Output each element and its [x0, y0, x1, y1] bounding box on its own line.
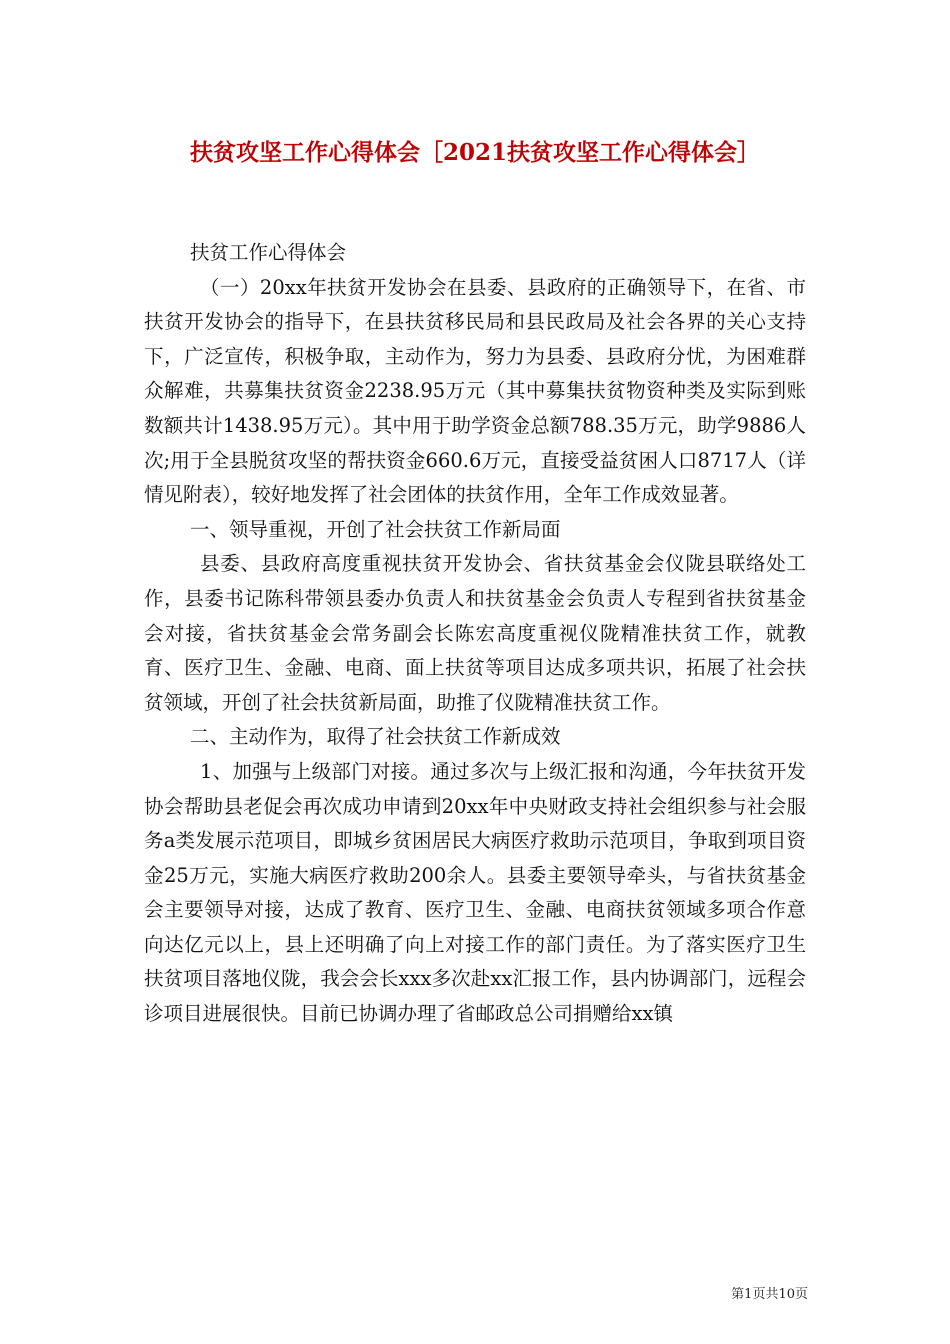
section-heading: 二、主动作为，取得了社会扶贫工作新成效	[190, 725, 561, 749]
section-heading: 扶贫工作心得体会	[190, 241, 347, 264]
paragraph: 1、加强与上级部门对接。通过多次与上级汇报和沟通，今年扶贫开发协会帮助县老促会再次成功申请到20xx年中央财政支持社会组织参与社会服务a类发展示范项目，即城乡贫困居民大病医疗救助示范项目，争取到项目资金25万元，实施大病医疗救助200余人。县委主要领导牵头，与省扶贫基金会主要领导对接，达成了教育、医疗卫生、金融、电商扶贫领域多项合作意向达亿元以上，县上还明确了向上对接工作的部门责任。为了落实医疗卫生扶贫项目落地仪陇，我会会长xxx多次赴xx汇报工作，县内协调部门，远程会诊项目进展很快。目前已协调办理了省邮政总公司捐赠给xx镇	[144, 759, 806, 1026]
document-title: 扶贫攻坚工作心得体会［2021扶贫攻坚工作心得体会］	[189, 139, 760, 166]
section-heading: 一、领导重视，开创了社会扶贫工作新局面	[190, 517, 561, 541]
paragraph: 县委、县政府高度重视扶贫开发协会、省扶贫基金会仪陇县联络处工作，县委书记陈科带领县委办负责人和扶贫基金会负责人专程到省扶贫基金会对接，省扶贫基金会常务副会长陈宏高度重视仪陇精准扶贫工作，就教育、医疗卫生、金融、电商、面上扶贫等项目达成多项共识，拓展了社会扶贫领域，开创了社会扶贫新局面，助推了仪陇精准扶贫工作。	[144, 552, 806, 714]
page-number: 第1页共10页	[731, 1287, 808, 1302]
document-body	[144, 236, 806, 1032]
paragraph: （一）20xx年扶贫开发协会在县委、县政府的正确领导下，在省、市扶贫开发协会的指导下，在县扶贫移民局和县民政局及社会各界的关心支持下，广泛宣传，积极争取，主动作为，努力为县委、县政府分忧，为困难群众解难，共募集扶贫资金2238.95万元（其中募集扶贫物资种类及实际到账数额共计1438.95万元）。其中用于助学资金总额788.35万元，助学9886人次;用于全县脱贫攻坚的帮扶资金660.6万元，直接受益贫困人口8717人（详情见附表），较好地发挥了社会团体的扶贫作用，全年工作成效显著。	[144, 275, 806, 507]
